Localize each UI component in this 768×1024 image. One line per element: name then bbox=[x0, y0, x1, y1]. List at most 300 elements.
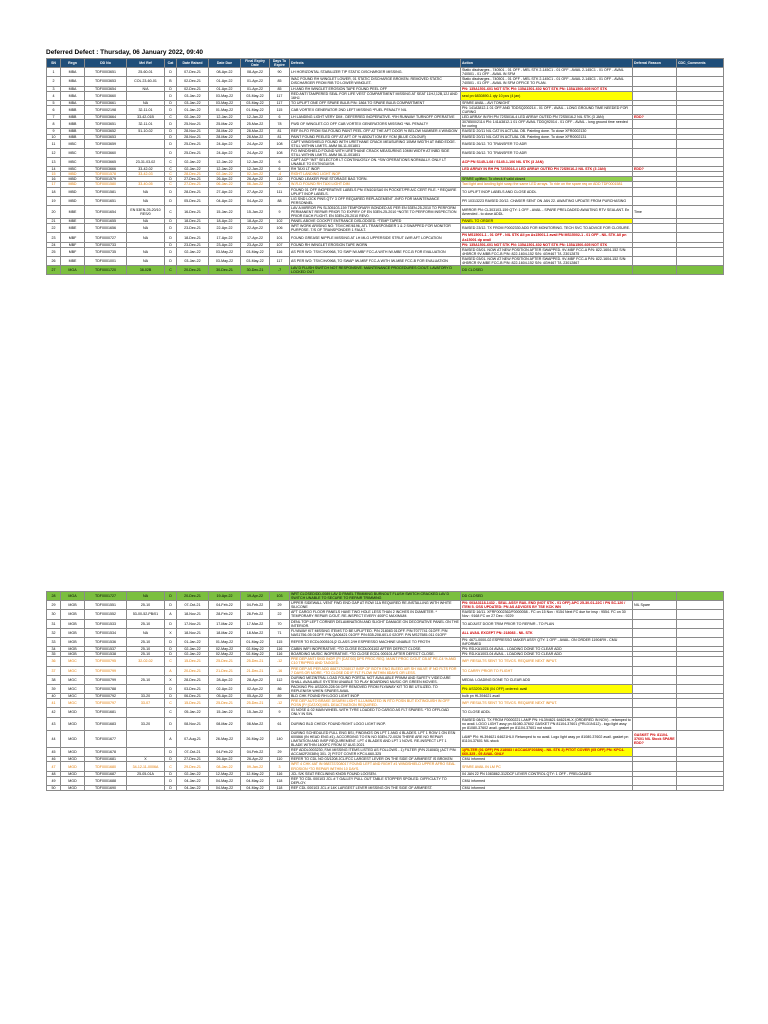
table-row bbox=[47, 139, 724, 148]
cell-reason bbox=[633, 157, 677, 166]
cell-dd: TDF0001677 bbox=[85, 730, 127, 747]
cell-regn: MBC bbox=[61, 157, 85, 166]
cell-sn: 44 bbox=[47, 730, 61, 747]
cell-reason bbox=[633, 68, 677, 77]
cell-regn: MGB bbox=[61, 601, 85, 610]
cell-reason bbox=[633, 657, 677, 666]
cell-reason bbox=[633, 776, 677, 785]
cell-cdc bbox=[677, 77, 724, 86]
cell-dd: TDF0000735 bbox=[85, 247, 127, 256]
cell-days: 115 bbox=[270, 105, 290, 114]
cell-mel: NA bbox=[127, 187, 165, 196]
cell-dd: TDF0000799 bbox=[85, 675, 127, 684]
cell-defect: LAV D FLUSH SWITCH NOT RESPONSIVE. MAINTENANCE PROCEDURES C/OUT. LAVATORY D LOCKED OUT bbox=[290, 266, 461, 275]
cell-mel: 33-42-03 bbox=[127, 172, 165, 177]
cell-defect: CAPT WINDSHIELD FOUND WITH URETHANE CRACK MEASURING 10MM WIDTH AT INBD EDGE. STILL WITHIN LIMITS. AMM 56-11-001801 bbox=[290, 139, 461, 148]
cell-defect: L/G SND LOCK PINS QTY 3 OFF REQUIRED REPLACEMENT -INFO FOR MAINTENANCE PERSONNEL bbox=[290, 196, 461, 205]
cell-raised: 07-Dec-21 bbox=[177, 68, 209, 77]
cell-regn: MBF bbox=[61, 242, 85, 247]
cell-defect: LH AND RH WINGLET EROSION TAPE FOUND PEEL OFF bbox=[290, 86, 461, 91]
cell-regn: MBE bbox=[61, 256, 85, 265]
cell-cdc bbox=[677, 139, 724, 148]
cell-mel: 33-42-02 bbox=[127, 167, 165, 172]
cell-due: 12-Jan-22 bbox=[209, 167, 241, 172]
cell-sn: 26 bbox=[47, 256, 61, 265]
table-row bbox=[47, 699, 724, 708]
cell-due: 25-Dec-21 bbox=[209, 699, 241, 708]
cell-raised: 28-Dec-21 bbox=[177, 675, 209, 684]
cell-action: CMU informed bbox=[461, 776, 633, 785]
cell-mel: 32-11-01 bbox=[127, 120, 165, 129]
cell-due: 04-Feb-22 bbox=[209, 748, 241, 757]
cell-action: RAISED 03/01. NOW AT NEW POSITION AFTER SWAPPED. 9V-MBF FCC-A P/N: 822-1604-152 S/N: 4H5RCR 9V-MBB FCC-B P/N: 822-1604-152 S/N: 4GH467 T/L 23012875 bbox=[461, 247, 633, 256]
cell-cdc bbox=[677, 256, 724, 265]
cell-defect: BLD CHK FOUND RH LOGO LIGHT INOP bbox=[290, 694, 461, 699]
cell-regn: MGC bbox=[61, 666, 85, 675]
cell-raised: 20-Dec-21 bbox=[177, 666, 209, 675]
cell-mel: 33-20 bbox=[127, 717, 165, 730]
cell-defect: PAINT FOUND PEELED OFF AT AFT OF % ABOUT IOM BY YCM (BLUE COLOUR) bbox=[290, 134, 461, 139]
cell-regn: MBC bbox=[61, 167, 85, 172]
cell-days: 116 bbox=[270, 247, 290, 256]
cell-raised: 02-Dec-21 bbox=[177, 86, 209, 91]
column-header: Final Expiry Date bbox=[241, 59, 270, 68]
cell-action: TO CARRY PRIOR TO FLIGHT bbox=[461, 666, 633, 675]
cell-reason bbox=[633, 224, 677, 233]
cell-defect: FOUND RH WINGLET EROSION TAPE WORN bbox=[290, 242, 461, 247]
cell-cdc bbox=[677, 68, 724, 77]
cell-cdc bbox=[677, 148, 724, 157]
cell-raised: 20-Dec-21 bbox=[177, 266, 209, 275]
cell-raised: 20-Dec-21 bbox=[177, 592, 209, 601]
cell-regn: MBE bbox=[61, 219, 85, 224]
cell-due: 22-Apr-22 bbox=[209, 224, 241, 233]
cell-cat: D bbox=[165, 748, 177, 757]
cell-due: 01-May-22 bbox=[209, 637, 241, 646]
cell-mel: NA bbox=[127, 100, 165, 105]
cell-action: Static discharges - 740501 - 01 OFF - MEL STK 2-145C1 - 01 OFF - AVAIL 2-145C1 - 01 OFF - AVAIL 740501 - 01 OFF - AVAIL IN SFM OFFICE TO PLAN. bbox=[461, 77, 633, 86]
cell-reason bbox=[633, 77, 677, 86]
cell-cat: D bbox=[165, 776, 177, 785]
cell-mel bbox=[127, 776, 165, 785]
cell-mel bbox=[127, 91, 165, 100]
cell-raised: 02-Jan-22 bbox=[177, 247, 209, 256]
cell-action: ALL AVAIL EXCEPT PN: 218083 - NIL STK bbox=[461, 628, 633, 637]
cell-reason bbox=[633, 105, 677, 114]
cell-cat: D bbox=[165, 134, 177, 139]
cell-dd: TDF0001720 bbox=[85, 266, 127, 275]
cell-raised: 25-Dec-21 bbox=[177, 148, 209, 157]
cell-due: 21-Dec-21 bbox=[209, 666, 241, 675]
cell-sn: 28 bbox=[47, 592, 61, 601]
cell-cdc bbox=[677, 266, 724, 275]
cell-cat: C bbox=[165, 266, 177, 275]
table-row bbox=[47, 224, 724, 233]
table-row bbox=[47, 637, 724, 646]
cell-regn: MGD bbox=[61, 717, 85, 730]
table-row bbox=[47, 666, 724, 675]
cell-due: 26-Apr-22 bbox=[209, 177, 241, 182]
cell-due: 28-Mar-22 bbox=[209, 134, 241, 139]
cell-defect: REF ADDL0003230, FAK MISSING ITEMS LISTED AS FOLLOWS - 1) FILTER (P/N 218083) (ACT P/N: ACCA62F2038N) 301. 2) PITOT COVER KPC4-660-325 bbox=[290, 748, 461, 757]
cell-dd: TDF0001680 bbox=[85, 762, 127, 771]
cell-reason: NIL Spare bbox=[633, 601, 677, 610]
cell-raised: 07-Oct-21 bbox=[177, 601, 209, 610]
cell-action: LED ARRAY IN RH PN 72S5016-4 LED ARRAY OUTED PN 72S5016-2 NIL STK (3 JAN) bbox=[461, 115, 633, 120]
cell-sn: 33 bbox=[47, 637, 61, 646]
column-header: Date Raised bbox=[177, 59, 209, 68]
cell-dd: TDF0001536 bbox=[85, 637, 127, 646]
cell-action: PN: 003A3118-1432 - SEAL ASSY RAIL END (NOT STK - 01 OFF) APC 25-30-01-22C / PN SC-120 / ITEM 5. OSS UPDATED: PN AS ADVICES BY TSE KCK WN bbox=[461, 601, 633, 610]
cell-reason: EDD? bbox=[633, 115, 677, 120]
cell-sn: 41 bbox=[47, 699, 61, 708]
cell-sn: 12 bbox=[47, 148, 61, 157]
cell-regn: MBB bbox=[61, 120, 85, 129]
cell-mel: COL 23-60-01 bbox=[127, 77, 165, 86]
table-row bbox=[47, 730, 724, 747]
cell-days: -12 bbox=[270, 657, 290, 666]
cell-defect: CAPT ACP "INT" SELECTOR LT CONTINUOSLY ON. *SW OPERATIONS NORMALLY. ONLY LT UNABLE TO EXTINGUISH. bbox=[290, 157, 461, 166]
cell-regn: MBE bbox=[61, 224, 85, 233]
cell-due: 06-Jan-22 bbox=[209, 182, 241, 187]
cell-action: DD CLOSED bbox=[461, 592, 633, 601]
table-row bbox=[47, 148, 724, 157]
cell-final: 28-Mar-22 bbox=[241, 129, 270, 134]
table-row bbox=[47, 762, 724, 771]
column-header: Date Due bbox=[209, 59, 241, 68]
cell-dd: TDF0003661 bbox=[85, 100, 127, 105]
cell-days: 112 bbox=[270, 675, 290, 684]
cell-action: Taxi light and landing light swap the same LED arrays. To ride on the spare req on ADD TDF0001581 bbox=[461, 182, 633, 187]
cell-days: 86 bbox=[270, 684, 290, 693]
cell-defect: CAB VORTEX GENERATOR 2ND LEFT MISSING *FUEL PENALTY NIL bbox=[290, 105, 461, 114]
column-header: Days To Expire bbox=[270, 59, 290, 68]
cell-cat: D bbox=[165, 100, 177, 105]
cell-raised: 28-Nov-21 bbox=[177, 134, 209, 139]
cell-cdc bbox=[677, 717, 724, 730]
cell-dd: TDF0001579 bbox=[85, 177, 127, 182]
table-row bbox=[47, 187, 724, 196]
cell-action: PANEL TO ORDER bbox=[461, 219, 633, 224]
cell-dd: TDF0003666 bbox=[85, 167, 127, 172]
cell-dd: TDF0001651 bbox=[85, 196, 127, 205]
cell-cdc bbox=[677, 610, 724, 619]
cell-action: MIRROR PN: CL303103-159 QTY: 1 OFF - AVAIL - SPARE PRELOADED AWAITING RTV SEALANT. En Amended - to close ADDL bbox=[461, 205, 633, 218]
cell-sn: 30 bbox=[47, 610, 61, 619]
cell-days: 22 bbox=[270, 610, 290, 619]
cell-defect: TO UPLIFT ONE OFF SPARE BULB P/N: 1864 TO SPARE BULB COMPARTMENT bbox=[290, 100, 461, 105]
cell-mel bbox=[127, 148, 165, 157]
cell-regn: MGC bbox=[61, 694, 85, 699]
cell-cdc bbox=[677, 592, 724, 601]
cell-sn: 3 bbox=[47, 86, 61, 91]
cell-defect: REFER TO ECDL0005101(2 CLASS 2/IH ESPRESSO MACHINE UNABLE TO FROTH bbox=[290, 637, 461, 646]
cell-final: 03-May-22 bbox=[241, 91, 270, 100]
cell-raised: 02-Jan-22 bbox=[177, 647, 209, 652]
cell-mel: NA bbox=[127, 247, 165, 256]
cell-due: 12-Jan-22 bbox=[209, 157, 241, 166]
cell-days: 61 bbox=[270, 717, 290, 730]
cell-defect: LAV A MIRROR PN SL305103-159 TEMPORARY BONDED AS PER EN 53EN-25-2010 TO PERFORM PERMANENT REPAIR PRIOR TO EXPIRY OF EN 53EN-25-2010 *NOTE TO PERFORM INSPECTION PRIOR EACH FLIGHT. EN 53EN-25-2010 REV0. bbox=[290, 205, 461, 218]
cell-sn: 6 bbox=[47, 105, 61, 114]
cell-defect: F/O WINDSHIELD FOUND WITH URETHANE CRACK MEASURING 10MM WIDTH AT INBD SIDE STILL WITHIN LIMITS. AMM 56-11-001801 bbox=[290, 148, 461, 157]
cell-dd: TDF0001578 bbox=[85, 172, 127, 177]
cell-final: 18-Apr-22 bbox=[241, 219, 270, 224]
cell-action: MEDIA: LOADING DONE TO CLEAR ADD bbox=[461, 675, 633, 684]
cell-dd: TDF0001581 bbox=[85, 187, 127, 196]
cell-defect: AFT CARGO FLOOR PANELS HAVE TWO HOLE LESS THAN 2 INCHES IN DIAMETER. * TEMPORARY REPAIR C/OUT. RE-INSPECT EVERY 400FC MAXIMUM. bbox=[290, 610, 461, 619]
cell-days: 81 bbox=[270, 129, 290, 134]
cell-dd: TDF0001538 bbox=[85, 652, 127, 657]
cell-final: 25-Dec-21 bbox=[241, 657, 270, 666]
cell-dd: TDF0001654 bbox=[85, 205, 127, 218]
cell-cat: C bbox=[165, 182, 177, 187]
cell-sn: 32 bbox=[47, 628, 61, 637]
cell-final: 12-Jan-22 bbox=[241, 167, 270, 172]
cell-regn: MGC bbox=[61, 675, 85, 684]
cell-regn: MGC bbox=[61, 684, 85, 693]
cell-final: 15-Jan-22 bbox=[241, 205, 270, 218]
cell-final: 03-May-22 bbox=[241, 247, 270, 256]
cell-days: 29 bbox=[270, 601, 290, 610]
cell-mel: NA bbox=[127, 256, 165, 265]
cell-defect: PRE DEP ANTI SKID INOP. [P/ [CAT/00] DPS PROC REQ. MAINT PROC C/OUT CB AT PE-C4 % AND C10 TRIPPED AND TAGGED. bbox=[290, 657, 461, 666]
cell-raised: 02-Jan-22 bbox=[177, 652, 209, 657]
cell-regn: MGD bbox=[61, 762, 85, 771]
cell-defect: WAC FOUND RH WINGLET LOWER, 01 STATIC DISCHARGE BROKEN. REMOVED STATIC DISCHARGER FROM RIB TO LOWER WINGLET. bbox=[290, 77, 461, 86]
cell-raised: 29-Dec-21 bbox=[177, 762, 209, 771]
cell-due: 30-Dec-21 bbox=[209, 266, 241, 275]
cell-raised: 02-Jan-22 bbox=[177, 167, 209, 172]
cell-raised: 18-Dec-21 bbox=[177, 233, 209, 242]
cell-defect: CABIN WIFI INOPERATIVE. *TO CLOSE ECDL001102 AFTER DEFECT CLOSE. bbox=[290, 647, 461, 652]
cell-due: 03-May-22 bbox=[209, 247, 241, 256]
cell-sn: 18 bbox=[47, 187, 61, 196]
cell-cat: D bbox=[165, 177, 177, 182]
cell-action: SPARE AVAIL - AVI TONIGHT bbox=[461, 100, 633, 105]
cell-action: WIP. RESULTS SENT TO TSVCS. REQUIRE NEXT INPUT. bbox=[461, 657, 633, 666]
cell-cat: D bbox=[165, 771, 177, 776]
table-row bbox=[47, 684, 724, 693]
cell-raised: 16-Dec-21 bbox=[177, 205, 209, 218]
cell-cat: D bbox=[165, 139, 177, 148]
cell-defect: FWD OF WINGLET-CO OFF CAB VORTEX GENERATORS MISSING *NIL PENALTY bbox=[290, 120, 461, 129]
cell-sn: 5 bbox=[47, 100, 61, 105]
cell-action: 04 JAN 22 PN 1083862-312DCF LEVER CONTROL QTY: 1 OFF - PRELOADED bbox=[461, 771, 633, 776]
cell-cdc bbox=[677, 637, 724, 646]
cell-sn: 15 bbox=[47, 172, 61, 177]
cell-raised: 28-Nov-21 bbox=[177, 129, 209, 134]
cell-due: 12-Jan-22 bbox=[209, 115, 241, 120]
cell-raised: 28-Dec-21 bbox=[177, 172, 209, 177]
cell-defect: PACKING PN: AS3209-228 04 OFF REMOVED FROM FLYAWAY KIT TO BE UTILIZED. TO REPLENISH WHEN SPARES AVAIL bbox=[290, 684, 461, 693]
cell-cdc bbox=[677, 224, 724, 233]
cell-cat: D bbox=[165, 148, 177, 157]
cell-reason bbox=[633, 666, 677, 675]
cell-reason bbox=[633, 637, 677, 646]
cell-action: RAISED 08/11. TX FROM F0000221 LAMP PN: HL394621 64621HLX (ORDERED IN NOV) - retamped to no avail. LOGO LIGHT assy pn 81080-37602 GASKET PN 81104-37601 (PRLD1N112) - logo light assy pn 81080-37602 avail. gasket pn 81104-37601 not stock bbox=[462, 717, 631, 730]
cell-dd: TDF0003654 bbox=[85, 86, 127, 91]
cell-regn: MBE bbox=[61, 205, 85, 218]
cell-raised: 07-Oct-21 bbox=[177, 748, 209, 757]
cell-dd: TDF0000727 bbox=[85, 233, 127, 242]
cell-defect: UPPER SIDEWALL VENT FWD END GAP AT ROW 11A REQUIRED RE-INSTALLING WITH WHITE SILICONE bbox=[290, 601, 461, 610]
cell-final: 24-Apr-22 bbox=[241, 148, 270, 157]
cell-reason bbox=[633, 139, 677, 148]
cell-regn: MBA bbox=[61, 100, 85, 105]
cell-dd: TDF0001678 bbox=[85, 748, 127, 757]
cell-mel: 25-10 bbox=[127, 675, 165, 684]
cell-sn: 14 bbox=[47, 167, 61, 172]
cell-dd: TDF0001681 bbox=[85, 708, 127, 717]
cell-raised: 18-Dec-21 bbox=[177, 219, 209, 224]
cell-reason: Time bbox=[633, 205, 677, 218]
cell-regn: MGD bbox=[61, 785, 85, 790]
cell-defect: LH HORIZONTAL STABILIZER TIP STATIC DISCHARGER MISSING. bbox=[290, 68, 461, 77]
cell-sn: 8 bbox=[47, 120, 61, 129]
cell-final: 04-Feb-22 bbox=[241, 601, 270, 610]
cell-action: LED ARRAY IN RH PN 72S5016-4 LED ARRAY OUTED PN 72S5016-2 NIL STK (3 JAN) bbox=[461, 167, 633, 172]
cell-cdc bbox=[677, 157, 724, 166]
cell-defect: PRE DEP AS PER ADD 888717/208017 INSP OF BOTH ENG BLEED AIR SH VALVE IF NO FLTS FOR 7 DAYS OR MORE. *TO CLOSE DD IF FLT FLOW WITHIN 8DAYS OR LESS. bbox=[290, 666, 461, 675]
cell-sn: 38 bbox=[47, 675, 61, 684]
column-header: Regn bbox=[61, 59, 85, 68]
cell-action: seal pn 6830890-1 qty 10 pcs (4 jan) bbox=[461, 91, 633, 100]
cell-due: 03-May-22 bbox=[209, 256, 241, 265]
cell-due: 08-Jan-22 bbox=[209, 762, 241, 771]
cell-mel: NA bbox=[127, 219, 165, 224]
cell-cdc bbox=[677, 91, 724, 100]
cell-days: -7 bbox=[270, 266, 290, 275]
cell-dd: TDF0003665 bbox=[85, 157, 127, 166]
cell-sn: 13 bbox=[47, 157, 61, 166]
cell-regn: MBC bbox=[61, 139, 85, 148]
cell-cat: X bbox=[165, 675, 177, 684]
cell-final: 22-Apr-22 bbox=[241, 224, 270, 233]
cell-sn: 50 bbox=[47, 785, 61, 790]
cell-regn: MBD bbox=[61, 182, 85, 187]
cell-final: 08-Apr-22 bbox=[241, 68, 270, 77]
cell-cat: A bbox=[165, 610, 177, 619]
cell-cdc bbox=[677, 684, 724, 693]
cell-dd: TDF0000733 bbox=[85, 242, 127, 247]
cell-action: CMU informed bbox=[461, 757, 633, 762]
cell-mel bbox=[127, 139, 165, 148]
cell-mel: 51-10-02 bbox=[127, 129, 165, 134]
cell-final: 01-Apr-22 bbox=[241, 86, 270, 91]
cell-days: 9 bbox=[270, 708, 290, 717]
cell-raised: 17-Nov-21 bbox=[177, 619, 209, 628]
cell-cdc bbox=[677, 247, 724, 256]
cell-raised: 02-Jan-22 bbox=[177, 157, 209, 166]
cell-reason bbox=[633, 785, 677, 790]
cell-action: TO ADJUST DOOR TRIM PRIOR TO REPAIR - TO PLAN bbox=[461, 619, 633, 628]
cell-defect: 01 NOSE & 02 MAIN WHEEL WITH TYRE LOADED TO CARGO AS FLT SPARES. *TO OFFLOAD ONLY IN SIN. bbox=[290, 708, 461, 717]
cell-regn: MGB bbox=[61, 610, 85, 619]
cell-final: 15-Jan-22 bbox=[241, 708, 270, 717]
cell-due: 01-Apr-22 bbox=[209, 86, 241, 91]
cell-due: 15-Jan-22 bbox=[209, 708, 241, 717]
cell-dd: TDF0001533 bbox=[85, 619, 127, 628]
cell-sn: 21 bbox=[47, 219, 61, 224]
cell-dd: TDF0001688 bbox=[85, 776, 127, 785]
cell-cat: A bbox=[165, 666, 177, 675]
cell-action: DD CLOSED bbox=[461, 266, 633, 275]
cell-action: RAISED 16/11. XFRF0002362/F0000058 - FC on 15 Nov : 9154 Next FC due for insp : 9554. FC on 30 Nov : 9168 FC on 27 Dec : 9229 bbox=[461, 610, 633, 619]
cell-final: 28-Feb-22 bbox=[241, 610, 270, 619]
cell-cat: D bbox=[165, 247, 177, 256]
cell-cat: D bbox=[165, 224, 177, 233]
cell-final: 12-Jan-22 bbox=[241, 157, 270, 166]
cell-action: SPARE uplifted. To check if valid closed bbox=[461, 177, 633, 182]
cell-defect: PANEL ABOVE COCKPIT ENTRANCE DISLODGED. *TEMP TAPED bbox=[290, 219, 461, 224]
cell-cat: C bbox=[165, 115, 177, 120]
cell-final: 03-May-22 bbox=[241, 100, 270, 105]
cell-days: -16 bbox=[270, 666, 290, 675]
cell-cat: D bbox=[165, 68, 177, 77]
cell-days: 6 bbox=[270, 157, 290, 166]
table-row bbox=[47, 708, 724, 717]
cell-final: 01-May-22 bbox=[241, 105, 270, 114]
cell-due: 01-May-22 bbox=[209, 105, 241, 114]
cell-days: 140 bbox=[270, 730, 290, 747]
cell-days: 117 bbox=[270, 91, 290, 100]
cell-sn: 25 bbox=[47, 247, 61, 256]
cell-cat: C bbox=[165, 172, 177, 177]
cell-raised: 04-Jan-22 bbox=[177, 785, 209, 790]
cell-defect: FLYAWAY KIT MISSING ITEMS TO BE UPLIFTED. P/N 218083 01OFF. P/N:T077741 01OFF. P/N NAS1756-05 01OFF. P/N QA06421 01OFF P/N:535-208-601-0 02OFF. P/N MS27585-011 01OFF bbox=[290, 628, 461, 637]
cell-cdc bbox=[677, 196, 724, 205]
cell-final: 04-May-22 bbox=[241, 776, 270, 785]
cell-due: 08-Mar-22 bbox=[209, 717, 241, 730]
cell-regn: MGD bbox=[61, 757, 85, 762]
cell-mel: NA bbox=[127, 592, 165, 601]
cell-action: PN: RD-KA1003-04 AVAIL - LOADING DONE TO CLEAR ADD bbox=[461, 647, 633, 652]
cell-sn: 23 bbox=[47, 233, 61, 242]
cell-mel: 25-10 bbox=[127, 619, 165, 628]
cell-dd: TDF0001551 bbox=[85, 601, 127, 610]
cell-regn: MGB bbox=[61, 619, 85, 628]
cell-defect: REF IN-FO FROM SIA FOUND PAINT PEEL OFF AT THE AFT DOOR % BELOW NUMBER 4 WINDOW bbox=[290, 129, 461, 134]
cell-cat: D bbox=[165, 647, 177, 652]
cell-days: 116 bbox=[270, 771, 290, 776]
cell-final: 21-Dec-21 bbox=[241, 666, 270, 675]
cell-action: SPARE AVAIL IN LM PC bbox=[461, 762, 633, 771]
cell-action: PN: 135A1501-601 NOT STK PN: 135A1501-602 NOT STK PN: 135A1500-605 NOT STK bbox=[461, 86, 633, 91]
cell-reason bbox=[633, 619, 677, 628]
cell-regn: MGD bbox=[61, 776, 85, 785]
cell-days: 118 bbox=[270, 776, 290, 785]
cell-cat: D bbox=[165, 91, 177, 100]
cell-dd: TDF0001537 bbox=[85, 647, 127, 652]
cell-defect: REFER TO CDL NO 03/1208 JCL/FCC LARGEST LEVER ON THE SIDE OF ARMREST IS BROKEN bbox=[290, 757, 461, 762]
table-row bbox=[47, 233, 724, 242]
cell-dd: TDF0001552 bbox=[85, 610, 127, 619]
cell-sn: 19 bbox=[47, 196, 61, 205]
cell-action: bulb pn HL394621 avail bbox=[461, 694, 633, 699]
cell-cdc bbox=[677, 105, 724, 114]
cell-raised: 27-Dec-21 bbox=[177, 182, 209, 187]
cell-cat: D bbox=[165, 592, 177, 601]
cell-due: 18-Apr-22 bbox=[209, 219, 241, 224]
cell-action: 3078500/2114 PN: 141A3812-1 01 OFF AVAIL TDDQ92014 - 01 OFF - AVAIL - long ground time needed for curing bbox=[461, 120, 633, 129]
cell-final: 26-Apr-22 bbox=[241, 177, 270, 182]
cell-raised: 02-Dec-21 bbox=[177, 77, 209, 86]
cell-final: 01-Apr-22 bbox=[241, 77, 270, 86]
cell-days: 110 bbox=[270, 757, 290, 762]
cell-action: RAISED 03/01. NOW AT NEW POSITION AFTER SWAPPED. 9V-MBF FCC-A P/N: 822-1604-152 S/N: 4H5RCR 9V-MBE FCC-B P/N: 822-1604-152 S/N: 4GH467 T/L 23012867 bbox=[461, 256, 633, 265]
cell-dd: TDF0003653 bbox=[85, 77, 127, 86]
